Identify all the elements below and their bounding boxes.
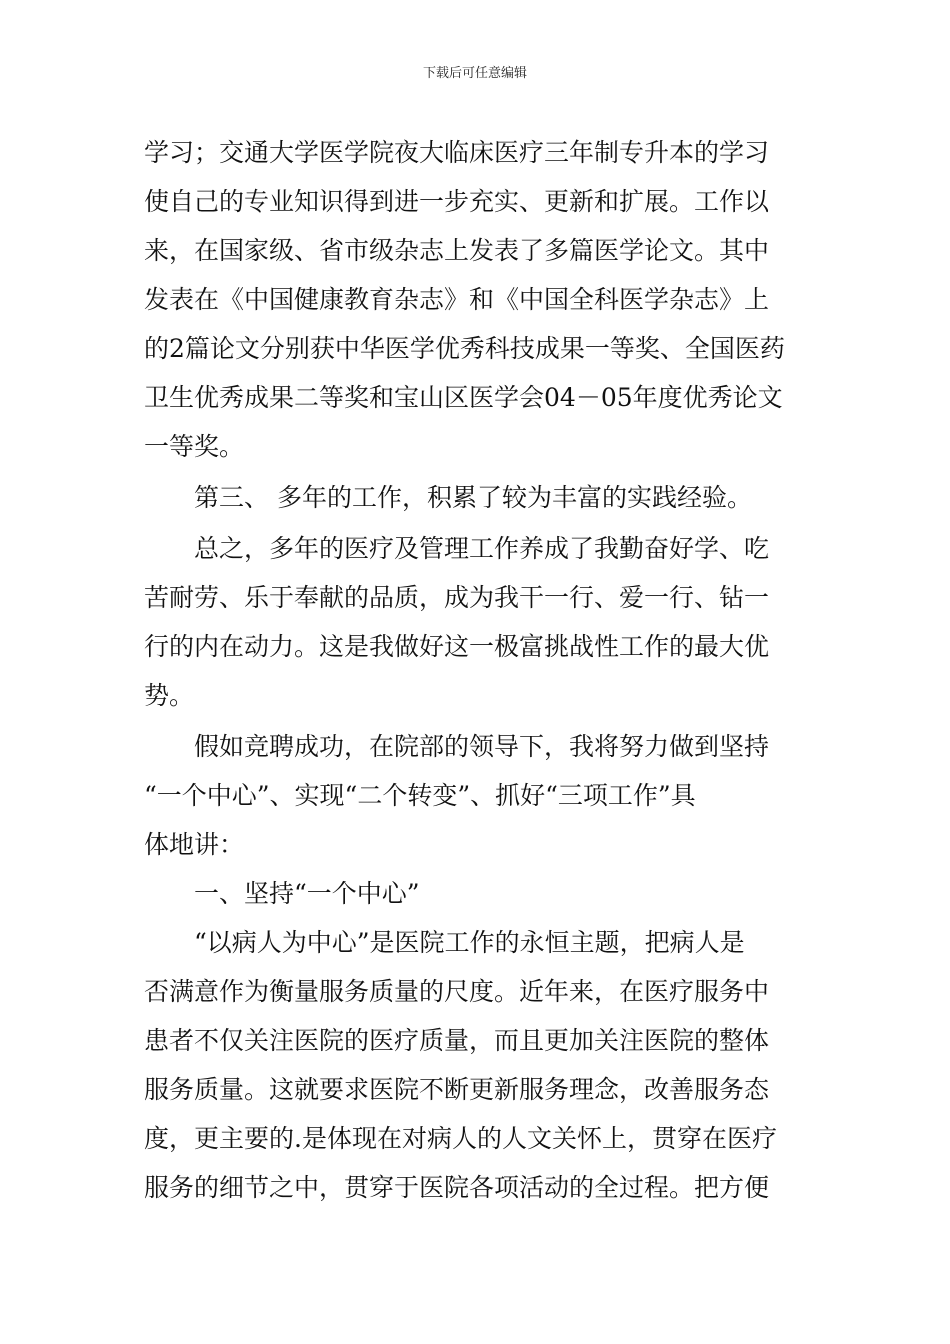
text-line: 苦耐劳、乐于奉献的品质，成为我干一行、爱一行、钻一 xyxy=(144,583,770,612)
text-line: “一个中心”、实现“二个转变”、抓好“三项工作”具 xyxy=(144,781,696,810)
text-line: 假如竞聘成功，在院部的领导下，我将努力做到坚持 xyxy=(144,732,770,761)
text-line: 来，在国家级、省市级杂志上发表了多篇医学论文。其中 xyxy=(144,236,770,265)
text-line: 一等奖。 xyxy=(144,432,245,461)
document-body xyxy=(144,128,809,1212)
text-line: 使自己的专业知识得到进一步充实、更新和扩展。工作以 xyxy=(144,187,770,216)
text-line: 一、坚持“一个中心” xyxy=(144,879,420,908)
text-line: 的2篇论文分别获中华医学优秀科技成果一等奖、全国医药 xyxy=(144,334,785,363)
text-line: 服务的细节之中，贯穿于医院各项活动的全过程。把方便 xyxy=(144,1173,770,1202)
text-line: 否满意作为衡量服务质量的尺度。近年来，在医疗服务中 xyxy=(144,977,770,1006)
page-header: 下载后可任意编辑 xyxy=(422,66,527,81)
text-line: 发表在《中国健康教育杂志》和《中国全科医学杂志》上 xyxy=(144,285,770,314)
text-line: 第三、 多年的工作，积累了较为丰富的实践经验。 xyxy=(144,483,752,512)
text-line: 行的内在动力。这是我做好这一极富挑战性工作的最大优 xyxy=(144,632,770,661)
text-line: 势。 xyxy=(144,681,195,710)
text-line: 卫生优秀成果二等奖和宝山区医学会04－05年度优秀论文 xyxy=(144,383,783,412)
text-line: 度，更主要的.是体现在对病人的人文关怀上，贯穿在医疗 xyxy=(144,1124,777,1153)
text-line: “以病人为中心”是医院工作的永恒主题，把病人是 xyxy=(144,928,745,957)
text-line: 学习；交通大学医学院夜大临床医疗三年制专升本的学习 xyxy=(144,138,770,167)
text-line: 总之，多年的医疗及管理工作养成了我勤奋好学、吃 xyxy=(144,534,770,563)
text-line: 患者不仅关注医院的医疗质量，而且更加关注医院的整体 xyxy=(144,1026,770,1055)
text-line: 体地讲： xyxy=(144,830,245,859)
text-line: 服务质量。这就要求医院不断更新服务理念，改善服务态 xyxy=(144,1075,770,1104)
